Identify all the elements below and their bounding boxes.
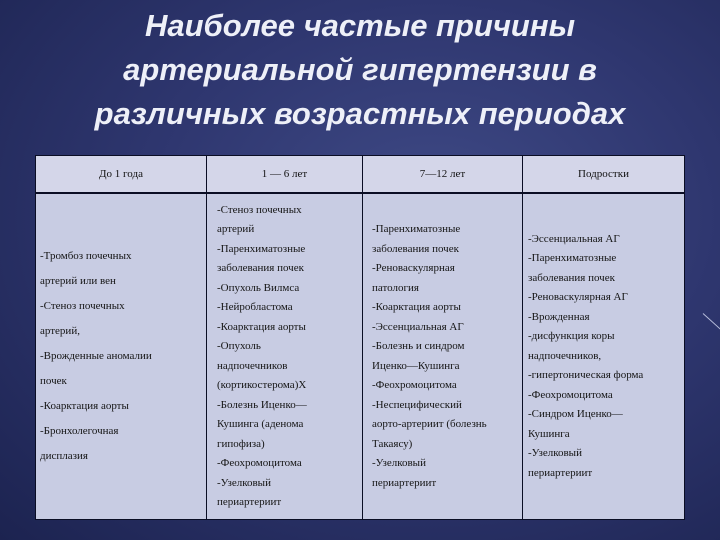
cause-line: -Тромбоз почечных [40, 250, 132, 262]
cause-line: артерий [217, 223, 255, 235]
column-divider [522, 156, 523, 519]
header-cell-7-12-years: 7—12 лет [419, 168, 466, 180]
cause-line: -Паренхиматозные [372, 223, 461, 235]
cause-line: -Болезнь и синдром [372, 340, 465, 352]
title-line-2: артериальной гипертензии в [123, 52, 597, 87]
cause-line: -Феохромоцитома [372, 379, 457, 391]
cause-line: -Узелковый [528, 447, 582, 460]
cause-line: -Узелковый [372, 457, 426, 469]
causes-table [35, 155, 685, 520]
title-line-1: Наиболее частые причины [144, 8, 576, 43]
decorative-line [703, 313, 720, 330]
cause-line: Такаясу) [372, 437, 413, 450]
cause-line: -Реноваскулярная [372, 262, 455, 274]
cause-line: -Реноваскулярная АГ [528, 291, 628, 304]
cause-line: (кортикостерома)Х [217, 379, 307, 391]
cause-line: -Коарктация аорты [217, 320, 306, 333]
cause-line: заболевания почек [217, 262, 304, 274]
cause-line: -Феохромоцитома [217, 457, 302, 469]
cause-line: -Бронхолегочная [40, 425, 119, 437]
cause-line: артерий или вен [40, 275, 116, 287]
cause-line: Иценко—Кушинга [372, 359, 460, 372]
cause-line: аорто-артериит (болезнь [372, 418, 487, 430]
table-header-row [36, 156, 684, 194]
cause-line: -Болезнь Иценко— [217, 398, 307, 411]
causes-cell-7-12-years [363, 194, 522, 519]
header-cell-1-6-years: 1 — 6 лет [261, 168, 308, 180]
causes-cell-1-6-years [207, 194, 362, 519]
cause-line: надпочечников [217, 359, 288, 372]
cause-line: -Узелковый [217, 476, 271, 489]
causes-cell-under-1-year [36, 194, 206, 519]
cause-line: -Паренхиматозные [528, 252, 617, 265]
title-line-3: различных возрастных периодах [94, 96, 626, 131]
cause-line: патология [372, 281, 419, 294]
cause-line: -Стеноз почечных [217, 203, 302, 216]
cause-line: -Неспецифический [372, 398, 462, 411]
slide-title [20, 4, 700, 142]
cause-line: периартериит [217, 496, 282, 508]
cause-line: надпочечников, [528, 349, 602, 362]
cause-line: -Опухоль [217, 340, 261, 352]
causes-cell-adolescents [523, 194, 684, 519]
cause-line: Кушинга (аденома [217, 418, 304, 430]
cause-line: -дисфункция коры [528, 330, 615, 343]
cause-line: -гипертоническая форма [528, 369, 644, 382]
cause-line: -Феохромоцитома [528, 388, 613, 401]
cause-line: -Коарктация аорты [40, 400, 129, 412]
cause-line: заболевания почек [528, 271, 615, 284]
cause-line: заболевания почек [372, 242, 459, 255]
cause-line: гипофиза) [217, 437, 265, 450]
cause-line: -Синдром Иценко— [528, 408, 623, 421]
cause-line: артерий, [40, 325, 80, 337]
cause-line: -Паренхиматозные [217, 242, 306, 255]
cause-line: периартериит [528, 466, 593, 479]
cause-line: -Коарктация аорты [372, 301, 461, 313]
column-divider [362, 156, 363, 519]
column-divider [206, 156, 207, 519]
header-cell-under-1-year: До 1 года [99, 168, 143, 180]
table-body-row [36, 194, 684, 519]
cause-line: дисплазия [40, 450, 88, 462]
cause-line: Кушинга [528, 427, 570, 440]
cause-line: периартериит [372, 476, 437, 489]
cause-line: почек [40, 375, 67, 387]
cause-line: -Врожденные аномалии [40, 350, 152, 362]
cause-line: -Стеноз почечных [40, 300, 125, 312]
cause-line: -Эссенциальная АГ [372, 320, 464, 333]
cause-line: -Нейробластома [217, 301, 293, 313]
cause-line: -Врожденная [528, 310, 590, 323]
cause-line: -Опухоль Вилмса [217, 281, 300, 294]
cause-line: -Эссенциальная АГ [528, 232, 620, 245]
header-cell-adolescents: Подростки [578, 168, 629, 180]
